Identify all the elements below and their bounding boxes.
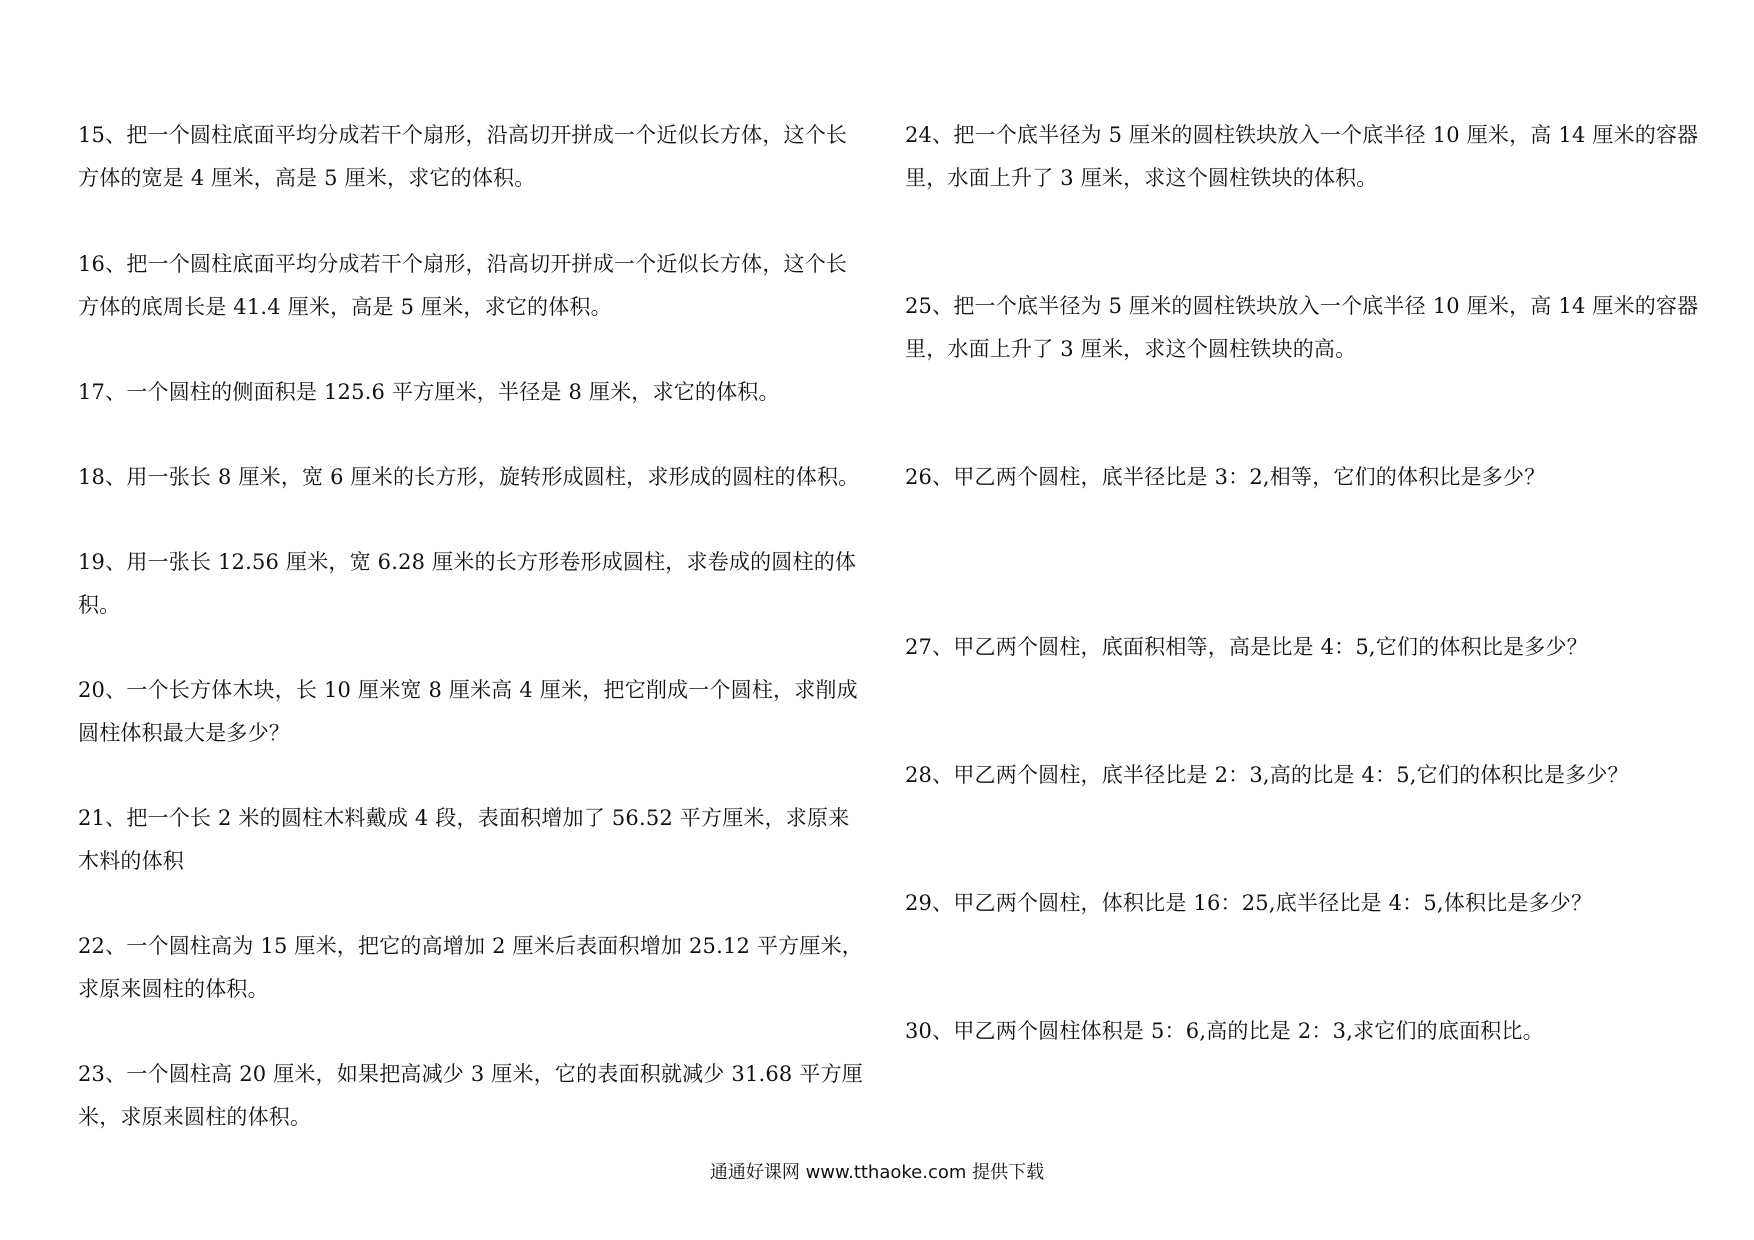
- problem-30: 30、甲乙两个圆柱体积是 5：6,高的比是 2：3,求它们的底面积比。: [905, 1019, 1544, 1043]
- problem-23: 23、一个圆柱高 20 厘米，如果把高减少 3 厘米，它的表面积就减少 31.68 平方厘米，求原来圆柱的体积。: [78, 1062, 863, 1129]
- problem-25: 25、把一个底半径为 5 厘米的圆柱铁块放入一个底半径 10 厘米，高 14 厘米的容器里，水面上升了 3 厘米，求这个圆柱铁块的高。: [905, 294, 1699, 361]
- problem-20: 20、一个长方体木块，长 10 厘米宽 8 厘米高 4 厘米，把它削成一个圆柱，求削成圆柱体积最大是多少？: [78, 678, 858, 745]
- problem-29: 29、甲乙两个圆柱，体积比是 16：25,底半径比是 4：5,体积比是多少？: [905, 891, 1593, 915]
- problem-15: 15、把一个圆柱底面平均分成若干个扇形，沿高切开拼成一个近似长方体，这个长方体的宽是 4 厘米，高是 5 厘米，求它的体积。: [78, 123, 848, 190]
- problem-18: 18、用一张长 8 厘米，宽 6 厘米的长方形，旋转形成圆柱，求形成的圆柱的体积。: [78, 465, 860, 489]
- problem-19: 19、用一张长 12.56 厘米，宽 6.28 厘米的长方形卷形成圆柱，求卷成的圆柱的体积。: [78, 550, 857, 617]
- problem-16: 16、把一个圆柱底面平均分成若干个扇形，沿高切开拼成一个近似长方体，这个长方体的底周长是 41.4 厘米，高是 5 厘米，求它的体积。: [78, 252, 848, 319]
- problem-26: 26、甲乙两个圆柱，底半径比是 3：2,相等，它们的体积比是多少？: [905, 465, 1546, 489]
- problem-27: 27、甲乙两个圆柱，底面积相等，高是比是 4：5,它们的体积比是多少？: [905, 635, 1588, 659]
- problem-24: 24、把一个底半径为 5 厘米的圆柱铁块放入一个底半径 10 厘米，高 14 厘米的容器里，水面上升了 3 厘米，求这个圆柱铁块的体积。: [905, 123, 1699, 190]
- footer-credit: 通通好课网 www.tthaoke.com 提供下载: [709, 1162, 1045, 1183]
- problem-17: 17、一个圆柱的侧面积是 125.6 平方厘米，半径是 8 厘米，求它的体积。: [78, 380, 780, 404]
- problem-22: 22、一个圆柱高为 15 厘米，把它的高增加 2 厘米后表面积增加 25.12 平方厘米，求原来圆柱的体积。: [78, 934, 863, 1001]
- problem-21: 21、把一个长 2 米的圆柱木料戴成 4 段，表面积增加了 56.52 平方厘米，求原来木料的体积: [78, 806, 850, 873]
- problem-28: 28、甲乙两个圆柱，底半径比是 2：3,高的比是 4：5,它们的体积比是多少？: [905, 763, 1629, 787]
